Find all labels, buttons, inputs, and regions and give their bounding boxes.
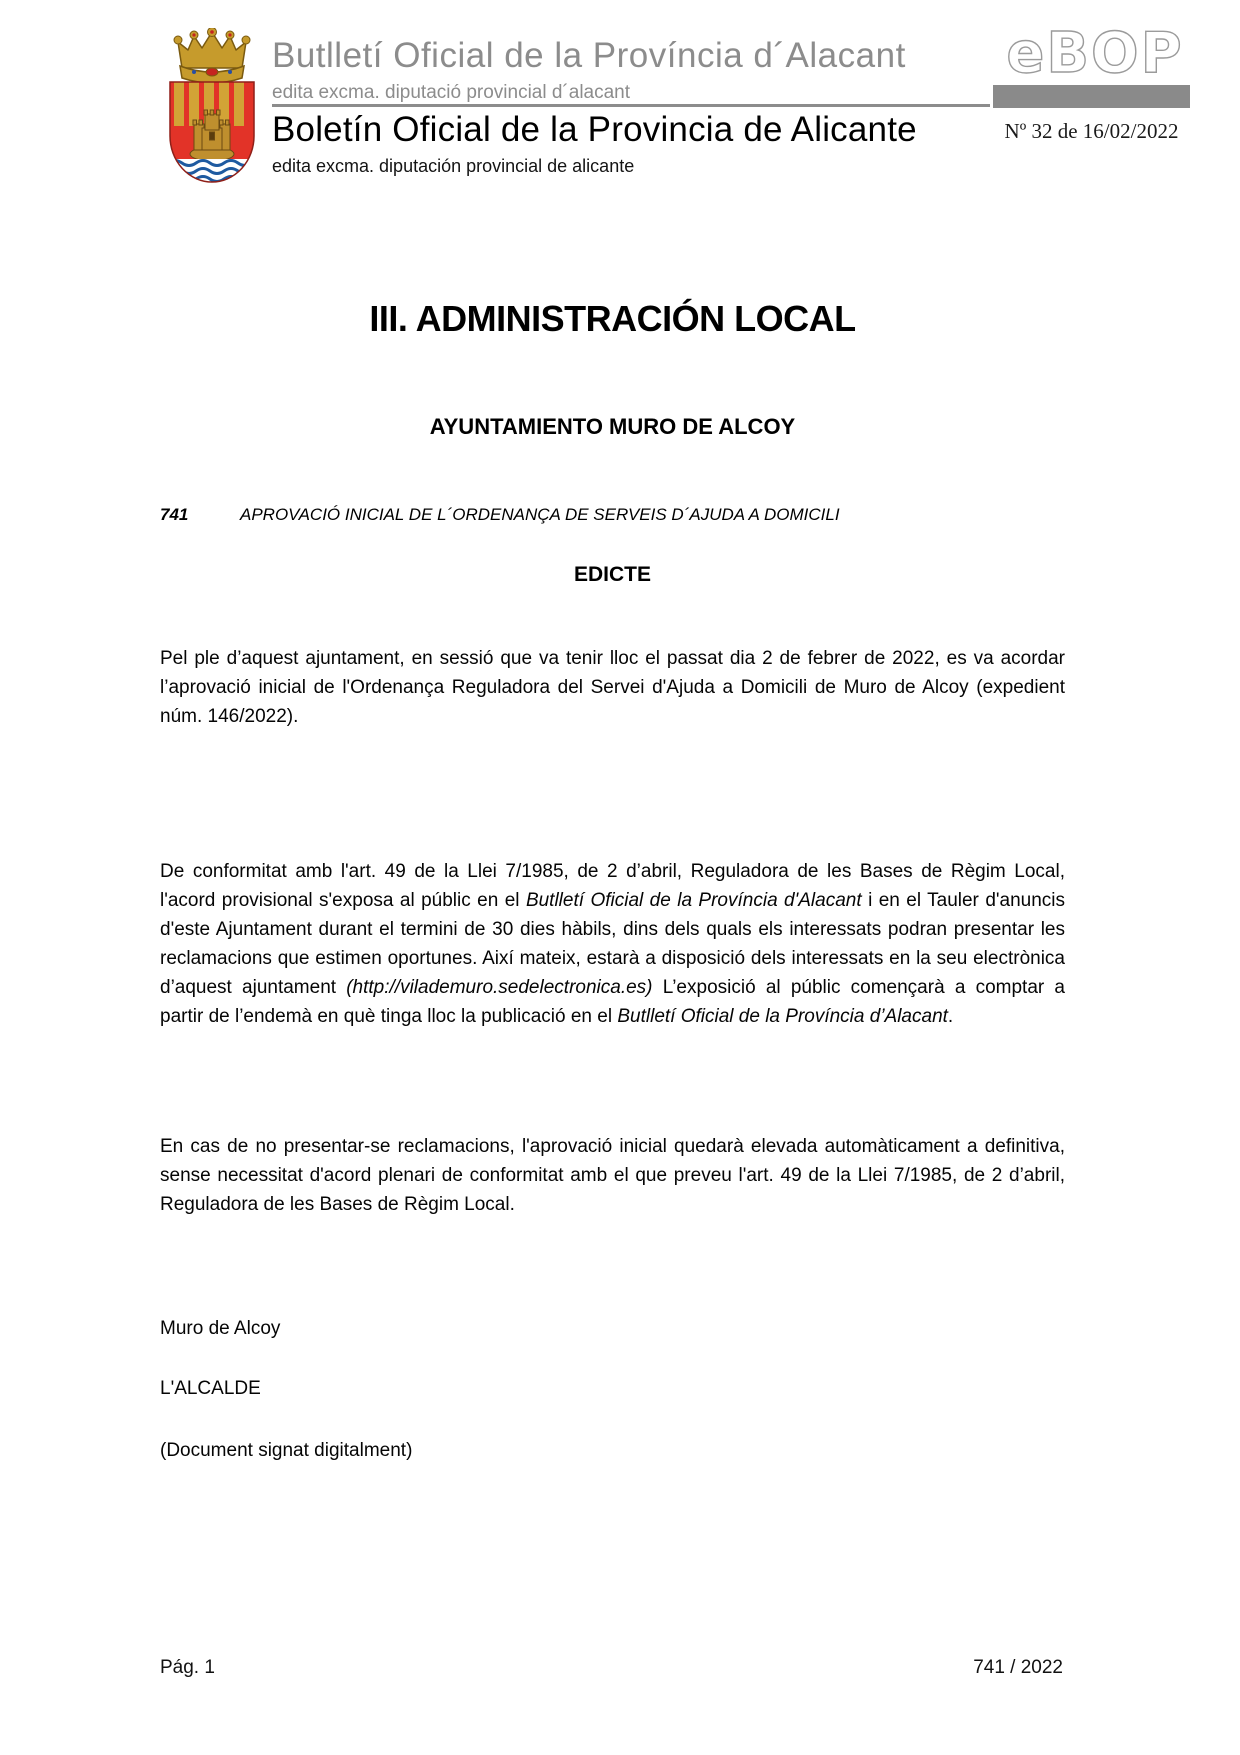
footer-page-number: Pág. 1 [160, 1657, 215, 1678]
closing-signature-note: (Document signat digitalment) [160, 1440, 413, 1461]
issue-number: Nº 32 de 16/02/2022 [1004, 119, 1179, 143]
ebop-logo-text: eBOP [1006, 21, 1184, 84]
section-title: III. ADMINISTRACIÓN LOCAL [369, 298, 856, 339]
header-title-spanish: Boletín Oficial de la Provincia de Alicante [272, 110, 917, 149]
header-subtitle-spanish: edita excma. diputación provincial de alicante [272, 156, 635, 176]
entity-name: AYUNTAMIENTO MURO DE ALCOY [429, 414, 796, 439]
provincial-coat-of-arms [158, 28, 266, 186]
footer-reference: 741 / 2022 [973, 1657, 1063, 1678]
crown-icon [174, 28, 250, 83]
entry-heading [160, 505, 1065, 525]
paragraph-1: Pel ple d’aquest ajuntament, en sessió que va tenir lloc el passat dia 2 de febrer de 2022, es va acordar l’aprovació inicial de l'Ordenança Reguladora del Servei d'Ajuda a Domicili de Muro de Alcoy (expedient núm. 146/2022). [160, 648, 1065, 727]
header-gray-bar [993, 85, 1190, 108]
ebop-logo [998, 20, 1193, 84]
header-title-catalan: Butlletí Oficial de la Província d´Alacant [272, 36, 906, 75]
entry-number: 741 [160, 505, 189, 524]
paragraph-3: En cas de no presentar-se reclamacions, l'aprovació inicial quedarà elevada automàticament a definitiva, sense necessitat d'acord plenari de conformitat amb el que preveu l'art. 49 de la Llei 7/1985, de 2 d’abril, Reguladora de les Bases de Règim Local. [160, 1136, 1065, 1215]
shield-icon [168, 82, 254, 186]
entry-title: APROVACIÓ INICIAL DE L´ORDENANÇA DE SERVEIS D´AJUDA A DOMICILI [240, 505, 840, 524]
header-divider [272, 104, 990, 107]
header-subtitle-catalan: edita excma. diputació provincial d´alacant [272, 82, 631, 103]
paragraph-2: De conformitat amb l'art. 49 de la Llei 7/1985, de 2 d’abril, Reguladora de les Bases de Règim Local, l'acord provisional s'exposa al públic en el Butlletí Oficial de la Província d'Alacant i en el Tauler d'anuncis d'este Ajuntament durant el termini de 30 dies hàbils, dins dels quals els interessats podran presentar les reclamacions que estimen oportunes. Així mateix, estarà a disposició dels interessats en la seu electrònica d’aquest ajuntament (http://vilademuro.sedelectronica.es) L’exposició al públic començarà a comptar a partir de l’endemà en què tinga lloc la publicació en el Butlletí Oficial de la Província d’Alacant. [160, 861, 1065, 1027]
doc-type-heading: EDICTE [573, 563, 651, 586]
closing-place: Muro de Alcoy [160, 1318, 281, 1339]
closing-signer: L'ALCALDE [160, 1378, 261, 1399]
